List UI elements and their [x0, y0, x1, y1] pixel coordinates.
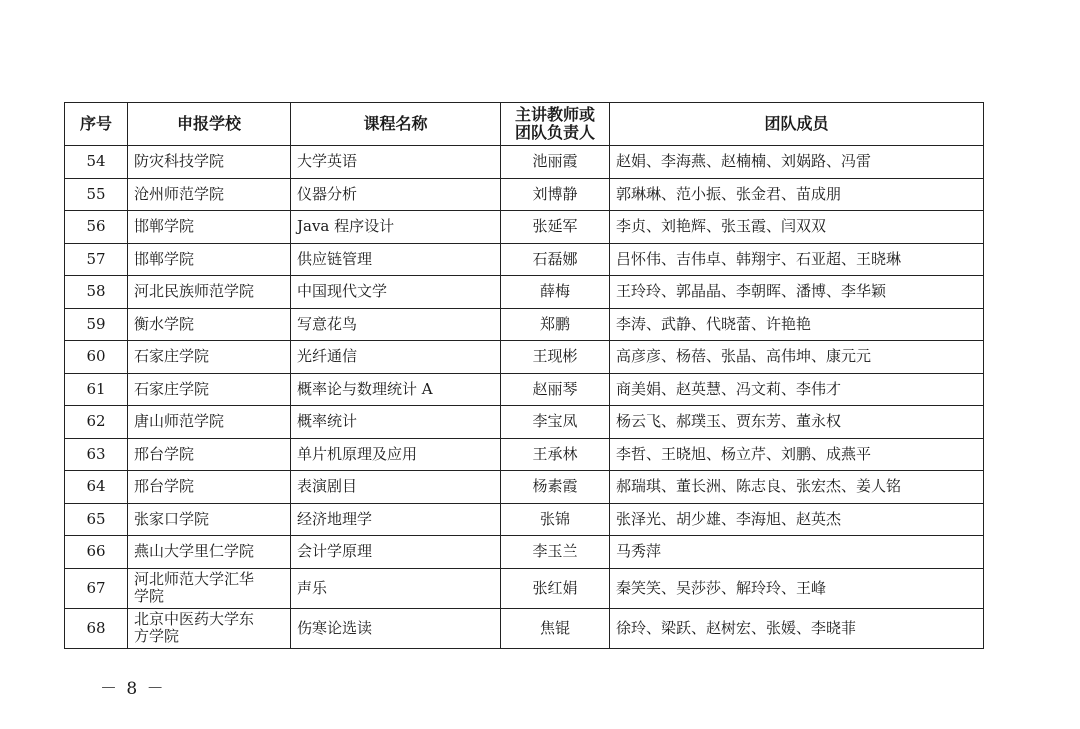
table-row: [65, 373, 984, 406]
cell-members: 秦笑笑、吴莎莎、解玲玲、王峰: [610, 568, 984, 608]
cell-course: 声乐: [291, 568, 501, 608]
cell-school: 张家口学院: [128, 503, 291, 536]
cell-members: 高彦彦、杨蓓、张晶、高伟坤、康元元: [610, 341, 984, 374]
cell-members: 李涛、武静、代晓蕾、许艳艳: [610, 308, 984, 341]
cell-lead: 刘博静: [501, 178, 610, 211]
cell-course: 大学英语: [291, 146, 501, 179]
course-table: [64, 102, 984, 649]
cell-no: 65: [65, 503, 128, 536]
cell-school: 唐山师范学院: [128, 406, 291, 439]
cell-course: 经济地理学: [291, 503, 501, 536]
cell-members: 李哲、王晓旭、杨立芹、刘鹏、成燕平: [610, 438, 984, 471]
cell-no: 63: [65, 438, 128, 471]
cell-lead: 杨素霞: [501, 471, 610, 504]
cell-members: 郭琳琳、范小振、张金君、苗成朋: [610, 178, 984, 211]
cell-school: 邯郸学院: [128, 243, 291, 276]
cell-lead: 王现彬: [501, 341, 610, 374]
header-members: 团队成员: [610, 103, 984, 146]
cell-no: 56: [65, 211, 128, 244]
cell-members: 王玲玲、郭晶晶、李朝晖、潘博、李华颖: [610, 276, 984, 309]
table-row: [65, 608, 984, 648]
cell-school: [128, 608, 291, 648]
cell-course: Java 程序设计: [291, 211, 501, 244]
cell-school: 衡水学院: [128, 308, 291, 341]
cell-no: 66: [65, 536, 128, 569]
page-number: － 8 －: [100, 679, 166, 699]
cell-no: 68: [65, 608, 128, 648]
cell-members: 李贞、刘艳辉、张玉霞、闫双双: [610, 211, 984, 244]
table-row: [65, 438, 984, 471]
table-row: [65, 178, 984, 211]
cell-course: 概率论与数理统计 A: [291, 373, 501, 406]
cell-no: 58: [65, 276, 128, 309]
cell-course: 会计学原理: [291, 536, 501, 569]
cell-school: 邯郸学院: [128, 211, 291, 244]
cell-school: 沧州师范学院: [128, 178, 291, 211]
cell-course: 光纤通信: [291, 341, 501, 374]
cell-school: [128, 568, 291, 608]
cell-lead: 张红娟: [501, 568, 610, 608]
cell-no: 59: [65, 308, 128, 341]
cell-no: 61: [65, 373, 128, 406]
cell-lead: 石磊娜: [501, 243, 610, 276]
table-row: [65, 308, 984, 341]
cell-school: 燕山大学里仁学院: [128, 536, 291, 569]
header-lead: [501, 103, 610, 146]
cell-course: 伤寒论选读: [291, 608, 501, 648]
cell-no: 60: [65, 341, 128, 374]
cell-lead: 池丽霞: [501, 146, 610, 179]
table-row: [65, 211, 984, 244]
cell-school: 邢台学院: [128, 471, 291, 504]
cell-school: 河北民族师范学院: [128, 276, 291, 309]
cell-school: 邢台学院: [128, 438, 291, 471]
cell-school: 石家庄学院: [128, 373, 291, 406]
header-course: 课程名称: [291, 103, 501, 146]
cell-lead: 张锦: [501, 503, 610, 536]
cell-no: 67: [65, 568, 128, 608]
cell-school: 防灾科技学院: [128, 146, 291, 179]
cell-school-line2: 方学院: [134, 627, 180, 645]
cell-school-line1: 北京中医药大学东: [134, 610, 255, 628]
cell-lead: 王承林: [501, 438, 610, 471]
cell-members: 徐玲、梁跃、赵树宏、张媛、李晓菲: [610, 608, 984, 648]
table-row: [65, 276, 984, 309]
cell-course: 概率统计: [291, 406, 501, 439]
cell-course: 表演剧目: [291, 471, 501, 504]
cell-lead: 焦锟: [501, 608, 610, 648]
cell-members: 郝瑞琪、董长洲、陈志良、张宏杰、姜人铭: [610, 471, 984, 504]
cell-course: 供应链管理: [291, 243, 501, 276]
cell-members: 张泽光、胡少雄、李海旭、赵英杰: [610, 503, 984, 536]
cell-no: 55: [65, 178, 128, 211]
cell-lead: 李宝凤: [501, 406, 610, 439]
header-school: 申报学校: [128, 103, 291, 146]
cell-members: 杨云飞、郝璞玉、贾东芳、董永权: [610, 406, 984, 439]
cell-school-line1: 河北师范大学汇华: [134, 570, 255, 588]
cell-members: 马秀萍: [610, 536, 984, 569]
cell-school-line2: 学院: [134, 587, 165, 605]
header-lead-line1: 主讲教师或: [514, 105, 595, 124]
cell-no: 54: [65, 146, 128, 179]
header-lead-line2: 团队负责人: [514, 123, 595, 142]
cell-lead: 薛梅: [501, 276, 610, 309]
table-header-row: [65, 103, 984, 146]
cell-lead: 李玉兰: [501, 536, 610, 569]
table-row: [65, 568, 984, 608]
table-row: [65, 471, 984, 504]
cell-members: 商美娟、赵英慧、冯文莉、李伟才: [610, 373, 984, 406]
cell-course: 中国现代文学: [291, 276, 501, 309]
cell-course: 仪器分析: [291, 178, 501, 211]
cell-course: 写意花鸟: [291, 308, 501, 341]
table-row: [65, 406, 984, 439]
cell-school: 石家庄学院: [128, 341, 291, 374]
cell-no: 57: [65, 243, 128, 276]
cell-lead: 郑鹏: [501, 308, 610, 341]
cell-course: 单片机原理及应用: [291, 438, 501, 471]
table-row: [65, 536, 984, 569]
cell-lead: 张延军: [501, 211, 610, 244]
cell-no: 64: [65, 471, 128, 504]
table-row: [65, 146, 984, 179]
cell-lead: 赵丽琴: [501, 373, 610, 406]
table-row: [65, 243, 984, 276]
cell-members: 赵娟、李海燕、赵楠楠、刘娲路、冯雷: [610, 146, 984, 179]
header-no: 序号: [65, 103, 128, 146]
table-row: [65, 341, 984, 374]
table-row: [65, 503, 984, 536]
cell-members: 吕怀伟、吉伟卓、韩翔宇、石亚超、王晓琳: [610, 243, 984, 276]
cell-no: 62: [65, 406, 128, 439]
